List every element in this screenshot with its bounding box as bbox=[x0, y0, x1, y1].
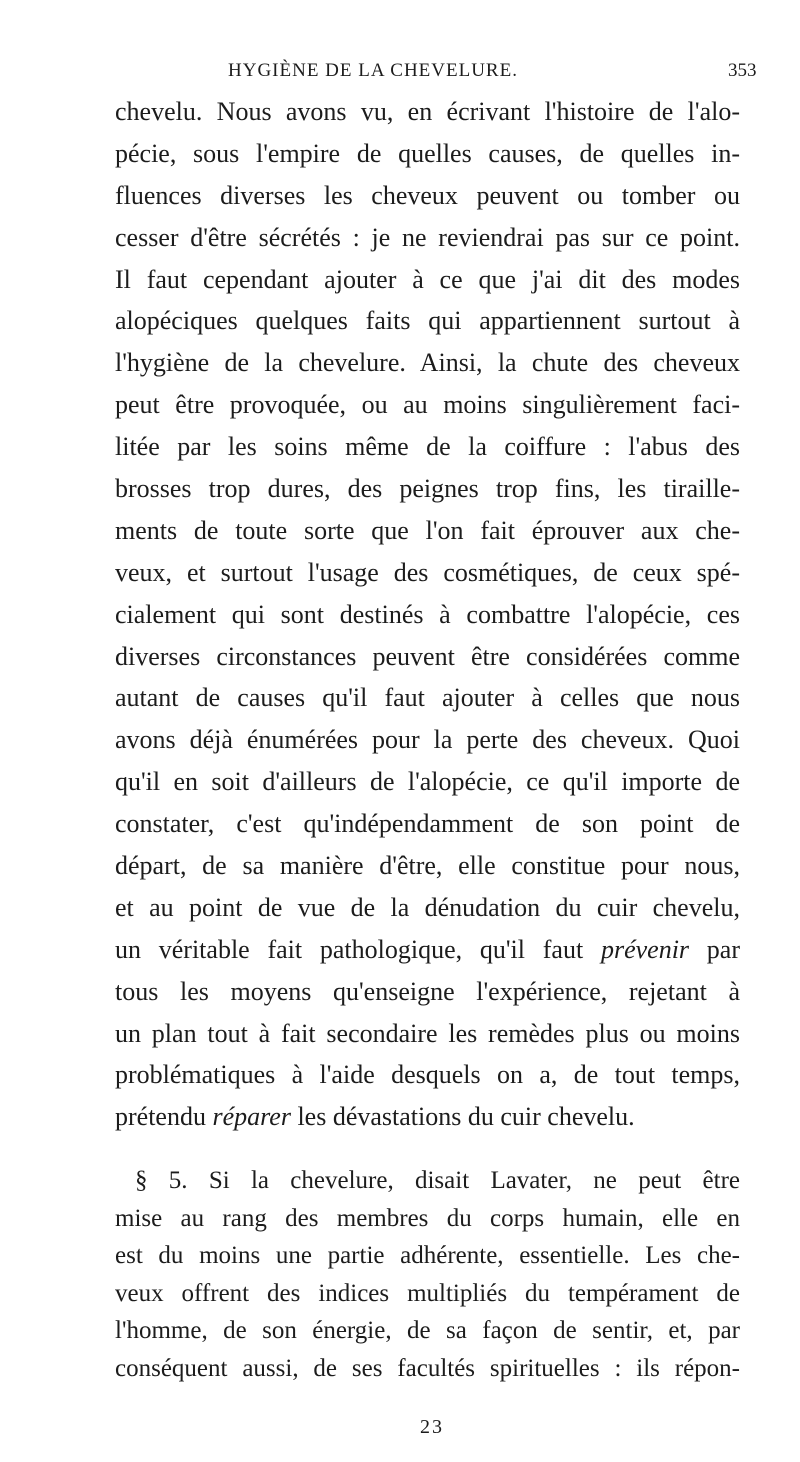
text-line: chevelu. Nous avons vu, en écrivant l'histoire de l'alo- bbox=[115, 97, 740, 126]
text-fragment: par bbox=[689, 934, 741, 964]
section-start-line: § 5. Si la chevelure, disait Lavater, ne peut être bbox=[135, 1167, 740, 1195]
text-line: diverses circonstances peuvent être considérées comme bbox=[115, 641, 740, 671]
text-line: Il faut cependant ajouter à ce que j'ai dit des modes bbox=[115, 264, 740, 294]
text-line bbox=[115, 929, 740, 971]
text-line: cialement qui sont destinés à combattre l'alopécie, ces bbox=[115, 599, 740, 629]
text-line: pécie, sous l'empire de quelles causes, de quelles in- bbox=[115, 138, 740, 168]
text-line: veux offrent des indices multipliés du tempérament de bbox=[115, 1279, 740, 1307]
text-line: départ, de sa manière d'être, elle constitue pour nous, bbox=[115, 851, 740, 881]
text-line: fluences diverses les cheveux peuvent ou tomber ou bbox=[115, 180, 740, 210]
italic-word: réparer bbox=[212, 1102, 291, 1132]
text-fragment: un véritable fait pathologique, qu'il faut bbox=[115, 934, 601, 964]
text-line: conséquent aussi, de ses facultés spirituelles : ils répon- bbox=[115, 1354, 740, 1382]
text-line: avons déjà énumérées pour la perte des cheveux. Quoi bbox=[115, 725, 740, 755]
text-line: qu'il en soit d'ailleurs de l'alopécie, ce qu'il importe de bbox=[115, 767, 740, 797]
text-line: cesser d'être sécrétés : je ne reviendrai pas sur ce point. bbox=[115, 222, 740, 252]
text-fragment: prétendu bbox=[115, 1102, 213, 1132]
text-line: ments de toute sorte que l'on fait éprouver aux che- bbox=[115, 515, 740, 545]
text-line: constater, c'est qu'indépendamment de son point de bbox=[115, 809, 740, 839]
signature-mark: 23 bbox=[420, 1416, 444, 1438]
text-line: l'homme, de son énergie, de sa façon de sentir, et, par bbox=[115, 1317, 740, 1345]
running-head: HYGIÈNE DE LA CHEVELURE. bbox=[228, 60, 518, 81]
text-line: veux, et surtout l'usage des cosmétiques, de ceux spé- bbox=[115, 557, 740, 587]
page-header bbox=[0, 60, 800, 90]
text-line: brosses trop dures, des peignes trop fins, les tiraille- bbox=[115, 474, 740, 504]
italic-word: prévenir bbox=[600, 934, 690, 964]
text-line: litée par les soins même de la coiffure : l'abus des bbox=[115, 432, 740, 462]
paragraph-spacing bbox=[115, 1138, 740, 1162]
paragraph bbox=[115, 1162, 740, 1387]
page-number: 353 bbox=[728, 60, 757, 81]
text-line bbox=[115, 1096, 740, 1138]
body-text bbox=[115, 91, 740, 1387]
text-line: alopéciques quelques faits qui appartiennent surtout à bbox=[115, 306, 740, 336]
text-line: autant de causes qu'il faut ajouter à celles que nous bbox=[115, 683, 740, 713]
text-line: problématiques à l'aide desquels on a, de tout temps, bbox=[115, 1060, 740, 1090]
text-fragment: les dévastations du cuir chevelu. bbox=[290, 1102, 635, 1132]
text-line: tous les moyens qu'enseigne l'expérience, rejetant à bbox=[115, 976, 740, 1006]
text-line: un plan tout à fait secondaire les remèdes plus ou moins bbox=[115, 1018, 740, 1048]
text-line: est du moins une partie adhérente, essentielle. Les che- bbox=[115, 1242, 740, 1270]
text-line: mise au rang des membres du corps humain, elle en bbox=[115, 1204, 740, 1232]
paragraph bbox=[115, 91, 740, 1138]
text-line: peut être provoquée, ou au moins singulièrement faci- bbox=[115, 390, 740, 420]
text-line: et au point de vue de la dénudation du cuir chevelu, bbox=[115, 892, 740, 922]
text-line: l'hygiène de la chevelure. Ainsi, la chute des cheveux bbox=[115, 348, 740, 378]
